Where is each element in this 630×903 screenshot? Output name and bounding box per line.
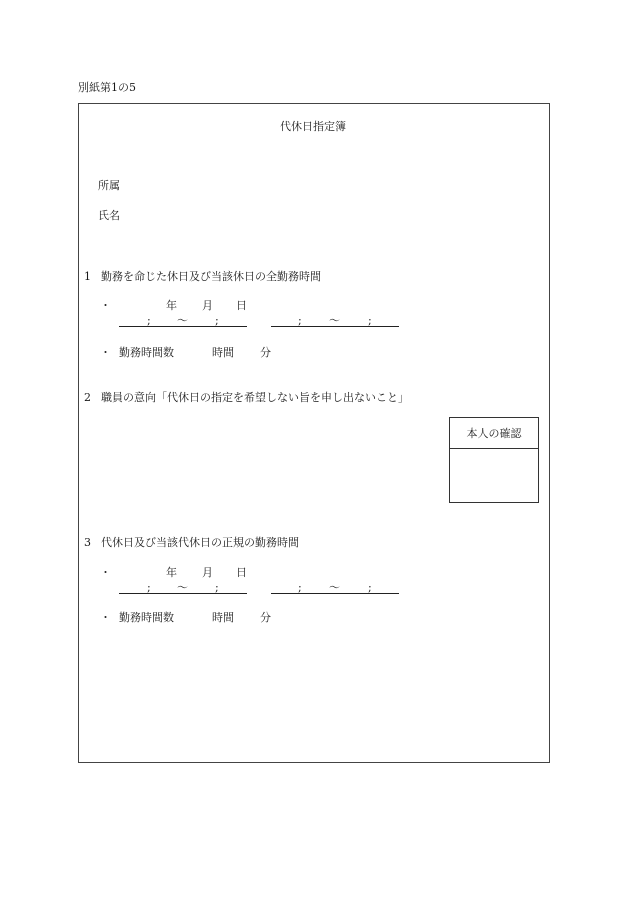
- section1-time-range-2-line: [271, 326, 399, 327]
- section1-month-label: 月: [202, 299, 213, 312]
- section3-number: 3: [84, 536, 91, 549]
- confirmation-box: [449, 417, 539, 503]
- form-title: 代休日指定簿: [280, 120, 346, 133]
- section1-time-sep-3: ;: [298, 314, 302, 327]
- section1-number: 1: [84, 270, 91, 283]
- section1-range-sep-1: 〜: [177, 314, 188, 327]
- section1-hours-total-label: 勤務時間数: [119, 346, 174, 359]
- section1-time-sep-2: ;: [215, 314, 219, 327]
- section3-hours-total-label: 勤務時間数: [119, 611, 174, 624]
- section3-hours-bullet: ・: [100, 611, 111, 624]
- confirmation-label: 本人の確認: [450, 418, 538, 449]
- section3-time-range-2-line: [271, 593, 399, 594]
- section1-day-label: 日: [236, 299, 247, 312]
- section3-time-sep-1: ;: [147, 581, 151, 594]
- section3-year-label: 年: [166, 566, 177, 579]
- section3-time-sep-3: ;: [298, 581, 302, 594]
- section3-time-sep-2: ;: [215, 581, 219, 594]
- section1-year-label: 年: [166, 299, 177, 312]
- section3-range-sep-1: 〜: [177, 581, 188, 594]
- section1-date-bullet: ・: [100, 299, 111, 312]
- section1-time-range-1-line: [119, 326, 247, 327]
- section1-range-sep-2: 〜: [329, 314, 340, 327]
- section3-heading: 代休日及び当該代休日の正規の勤務時間: [101, 536, 299, 549]
- section3-hours-label: 時間: [212, 611, 234, 624]
- section2-number: 2: [84, 391, 91, 404]
- section3-day-label: 日: [236, 566, 247, 579]
- section1-time-sep-1: ;: [147, 314, 151, 327]
- name-label: 氏名: [98, 209, 120, 222]
- section3-range-sep-2: 〜: [329, 581, 340, 594]
- section1-minutes-label: 分: [260, 346, 271, 359]
- section3-time-range-1-line: [119, 593, 247, 594]
- section1-hours-label: 時間: [212, 346, 234, 359]
- section2-heading: 職員の意向「代休日の指定を希望しない旨を申し出ないこと」: [101, 391, 409, 404]
- section1-hours-bullet: ・: [100, 346, 111, 359]
- section3-date-bullet: ・: [100, 566, 111, 579]
- annex-label: 別紙第1の5: [78, 81, 136, 94]
- affiliation-label: 所属: [98, 179, 120, 192]
- section3-month-label: 月: [202, 566, 213, 579]
- section3-minutes-label: 分: [260, 611, 271, 624]
- section3-time-sep-4: ;: [368, 581, 372, 594]
- section1-heading: 勤務を命じた休日及び当該休日の全勤務時間: [101, 270, 321, 283]
- section1-time-sep-4: ;: [368, 314, 372, 327]
